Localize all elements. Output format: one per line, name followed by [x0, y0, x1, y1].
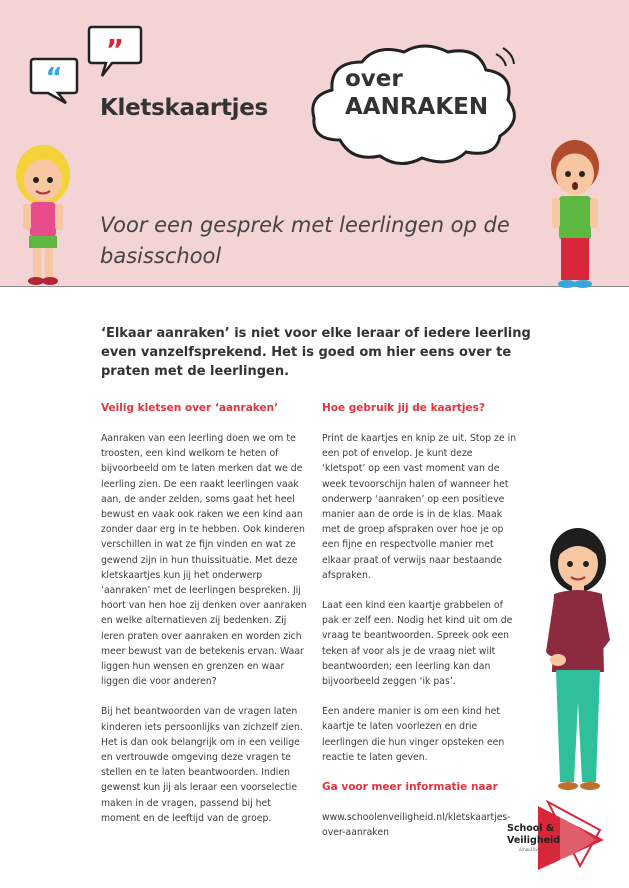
right-paragraph-1: Print de kaartjes en knip ze uit. Stop ze in een pot of envelop. Je kunt deze ‘kletspot’ op een vast moment van de week tevoorschijn halen of wanneer het onderwerp ‘aanraken’ op een positieve manier aan de orde is in de klas. Maak met de groep afspraken over hoe je op een fijne en respectvolle manier met elkaar praat of verwijs naar bestaande afspraken.: [322, 433, 517, 581]
right-paragraph-3: Een andere manier is om een kind het kaartje te laten voorlezen en drie leerlingen die hun vinger opsteken een reactie te laten geven.: [322, 706, 505, 763]
page-subtitle: Voor een gesprek met leerlingen op de basisschool: [100, 213, 510, 268]
boy-character-illustration: [543, 134, 607, 292]
svg-text:”: ”: [105, 33, 125, 66]
left-column: [101, 401, 307, 841]
right-section-heading: Hoe gebruik jij de kaartjes?: [322, 402, 485, 414]
more-info-heading: Ga voor meer informatie naar: [322, 781, 498, 794]
logo-text-line1: School &: [507, 823, 555, 834]
right-column: [322, 401, 518, 855]
left-paragraph-1: Aanraken van een leerling doen we om te troosten, een kind welkom te heten of bijvoorbeeld om te laten merken dat we de leerling zien. De een raakt leerlingen vaak aan, de ander zelden, soms gaat het heel bewust en vaak ook raken we een kind aan zonder daar erg in te hebben. Ook kinderen verschillen in wat ze fijn vinden en wat ze gewend zijn in hun thuissituatie. Met deze kletskaartjes kun jij het onderwerp ‘aanraken’ met de leerlingen bespreken. Jij hoort van hen hoe zij denken over aanraken en welke alternatieven zij bedenken. Zij leren praten over aanraken en worden zich meer bewust van de betekenis ervan. Waar liggen hun wensen en grenzen en waar liggen die voor anderen?: [101, 433, 307, 688]
more-info-link[interactable]: www.schoolenveiligheid.nl/kletskaartjes-over-aanraken: [322, 812, 511, 839]
teacher-character-illustration: [538, 522, 618, 797]
quote-close-bubble-icon: [86, 24, 144, 80]
quote-open-bubble-icon: [28, 56, 80, 106]
logo-text-line2: Veiligheid: [507, 835, 561, 846]
left-section-heading: Veilig kletsen over ‘aanraken’: [101, 402, 279, 414]
cloud-title-over: over: [345, 66, 403, 92]
right-paragraph-2: Laat een kind een kaartje grabbelen of pak er zelf een. Nodig het kind uit om de vraag te beantwoorden. Spreek ook een teken af voor als je de vraag niet wilt beantwoorden; een leerling kan dan bijvoorbeeld zeggen ‘ik pas’.: [322, 600, 513, 688]
cloud-title-aanraken: AANRAKEN: [345, 94, 489, 120]
left-paragraph-2: Bij het beantwoorden van de vragen laten kinderen iets persoonlijks van zichzelf zien. Het is dan ook belangrijk om in een veilige en vertrouwde omgeving deze vragen te stellen en te laten beantwoorden. Indien gewenst kun jij als leraar een voorselectie maken in de vragen, passend bij het moment en de leeftijd van de groep.: [101, 706, 303, 824]
page-title: Kletskaartjes: [100, 95, 268, 121]
intro-text: ‘Elkaar aanraken’ is niet voor elke leraar of iedere leerling even vanzelfsprekend. Het is goed om hier eens over te praten met de leerlingen.: [101, 326, 531, 379]
girl-character-illustration: [12, 140, 74, 290]
svg-text:“: “: [45, 63, 63, 93]
logo-text-line3: school.kvo: [519, 847, 541, 852]
